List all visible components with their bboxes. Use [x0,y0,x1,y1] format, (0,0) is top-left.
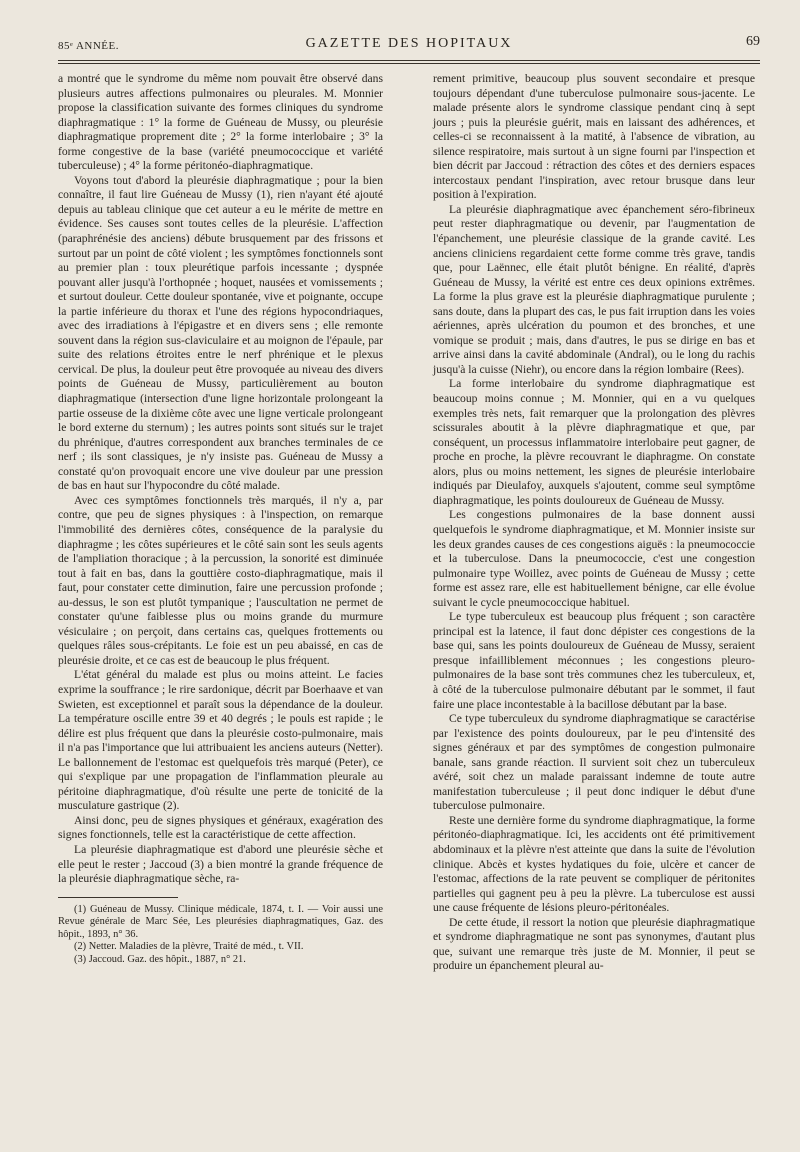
paragraph: La pleurésie diaphragmatique avec épanchement séro-fibrineux peut rester diaphragmatique ou devenir, par l'augmentation de l'épanchement, une pleurésie classique de la grande cavité. Les anciens cliniciens regardaient cette forme comme très grave, tandis que, pour Laënnec, elle était plutôt bénigne. En réalité, d'après Guéneau de Mussy, la vérité est entre ces deux opinions extrêmes. La forme la plus grave est la pleurésie diaphragmatique purulente ; sans doute, dans la plupart des cas, le pus fait irruption dans les voies aériennes, après ulcération du poumon et des bronches, et une vomique se produit ; mais, dans d'autres, le pus se dirige en bas et arrive ainsi dans la cavité abdominale (Andral), ou le long du rachis jusqu'à la cuisse (Niehr), ou encore dans la région lombaire (Rees). [433,202,755,376]
footnote: (2) Netter. Maladies de la plèvre, Traité de méd., t. VII. [74,941,304,953]
page-header [58,32,760,58]
paragraph: a montré que le syndrome du même nom pouvait être observé dans plusieurs autres affections pulmonaires ou pleurales. M. Monnier propose la classification suivante des formes cliniques du syndrome diaphragmatique : 1° la forme de Guéneau de Mussy, ou pleurésie diaphragmatique proprement dite ; 2° la forme interlobaire ; 3° la forme congestive de la base (variété pneumococcique et variété tuberculeuse) ; 4° la forme péritonéo-diaphragmatique. [58,72,383,173]
footnote-rule [58,897,178,898]
paragraph: rement primitive, beaucoup plus souvent secondaire et presque toujours dépendant d'une tuberculose pulmonaire sous-jacente. Le malade présente alors le syndrome classique pendant cinq à sept jours ; puis la pleurésie guérit, mais en laissant des adhérences, et celles-ci se reconnaissent à la matité, à l'absence de vibration, au silence respiratoire, mais surtout à un signe fourni par l'inspection et bien décrit par Jaccoud : rétraction des côtes et des derniers espaces intercostaux pendant l'inspiration, avec retour brusque dans leur position à l'expiration. [433,72,755,202]
journal-title: GAZETTE DES HOPITAUX [305,36,513,51]
header-rule [58,60,760,61]
footnote: (3) Jaccoud. Gaz. des hôpit., 1887, n° 21. [74,954,246,965]
volume-label: 85ᵉ ANNÉE. [58,40,119,52]
paragraph: Le type tuberculeux est beaucoup plus fréquent ; son caractère principal est la latence, il faut donc dépister ces congestions de la base qui, sans les points douloureux de Guéneau de Mussy, seraient presque infailliblement méconnues ; les congestions pleuro-pulmonaires de la base sont très communes chez les tuberculeux, et, à côté de la tuberculose pulmonaire débutant par le sommet, il faut faire une place incontestable à la bacillose débutant par la base. [433,610,755,711]
paragraph: De cette étude, il ressort la notion que pleurésie diaphragmatique et syndrome diaphragmatique ne sont pas synonymes, d'autant plus que, suivant une remarque très juste de M. Monnier, il peut se produire un épanchement pleural au- [433,915,755,973]
paragraph: Les congestions pulmonaires de la base donnent aussi quelquefois le syndrome diaphragmatique, et M. Monnier insiste sur les deux grandes causes de ces congestions aiguës : la pneumococcie et la tuberculose. Dans la pneumococcie, c'est une congestion pulmonaire type Woillez, avec points de Guéneau de Mussy ; cette forme est assez rare, elle est habituellement bénigne, car elle évolue suivant le cycle pneumococcique habituel. [433,508,755,609]
paragraph: La pleurésie diaphragmatique est d'abord une pleurésie sèche et elle peut le rester ; Jaccoud (3) a bien montré la grande fréquence de la pleurésie diaphragmatique sèche, ra- [58,842,383,886]
paragraph: Voyons tout d'abord la pleurésie diaphragmatique ; pour la bien connaître, il faut lire Guéneau de Mussy (1), rien n'ayant été ajouté depuis au tableau clinique que cet auteur a eu le mérite de mettre en évidence. Ses causes sont toutes celles de la pleurésie. L'affection (paraphrénésie des anciens) débute brusquement par des frissons et surtout par un point de côté violent ; les symptômes fonctionnels sont au premier plan : toux pleurétique parfois incessante ; dyspnée pouvant aller jusqu'à l'orthopnée ; hoquet, nausées et vomissements ; et surtout douleur. Cette douleur spontanée, vive et poignante, occupe la partie inférieure du thorax et l'une des régions hypocondriaques, avec des irradiations à l'épigastre et en divers sens ; elle remonte souvent dans la région sus-claviculaire et au moignon de l'épaule, par suite des relations étroites entre le nerf phrénique et le plexus cervical. De plus, la douleur peut être provoquée au niveau des divers points de Guéneau de Mussy, particulièrement au bouton diaphragmatique (intersection d'une ligne horizontale prolongeant la partie osseuse de la dixième côte avec une ligne verticale prolongeant le bord externe du sternum) ; les autres points sont situés sur le trajet du phrénique, d'autres correspondent aux branches terminales de ce nerf ; ils sont classiques, je n'y insiste pas. Guéneau de Mussy a constaté qu'on provoquait encore une vive douleur par une pression de bas en haut sur l'hypocondre du côté malade. [58,173,383,493]
paragraph: L'état général du malade est plus ou moins atteint. Le facies exprime la souffrance ; le rire sardonique, décrit par Boerhaave et van Swieten, est exceptionnel et paraît sous la dépendance de la douleur. La température oscille entre 39 et 40 degrés ; le pouls est rapide ; le délire est plus fréquent que dans la pleurésie costo-pulmonaire, mais il n'a pas l'importance que lui attribuaient les anciens auteurs (Netter). Le ballonnement de l'estomac est quelquefois très marqué (Peter), ce qui s'explique par une propagation de l'inflammation pleurale au péritoine diaphragmatique, d'où résulte une perte de tonicité de la musculature gastrique (2). [58,668,383,813]
paragraph: La forme interlobaire du syndrome diaphragmatique est beaucoup moins connue ; M. Monnier, qui en a vu quelques exemples très nets, fait remarquer que la prolongation des plèvres scissurales aboutit à la plèvre diaphragmatique et que, par conséquent, un processus inflammatoire interlobaire peut gagner, de proche en proche, la plèvre recouvrant le diaphragme. On constate alors, plus ou moins nettement, les signes de pleurésie interlobaire indiqués par Dieulafoy, auxquels s'ajoutent, comme seul symptôme diaphragmatique, les points douloureux de Guéneau de Mussy. [433,377,755,507]
header-rule-double [58,63,760,64]
paragraph: Ce type tuberculeux du syndrome diaphragmatique se caractérise par l'existence des points douloureux, par le peu d'intensité des signes généraux et par des symptômes de congestion pulmonaire banale, sans grande réaction. Il survient soit chez un tuberculeux avéré, soit chez un malade paraissant indemne de toute autre manifestation tuberculeuse ; il peut donc indiquer le début d'une tuberculose pulmonaire. [433,712,755,813]
right-column [433,72,755,974]
paragraph: Reste une dernière forme du syndrome diaphragmatique, la forme péritonéo-diaphragmatique. Ici, les accidents ont été primitivement abdominaux et la plèvre n'est atteinte que dans la suite de l'évolution clinique. Abcès et kystes hydatiques du foie, ulcère et cancer de l'estomac, affections de la rate peuvent se compliquer de péritonites partielles qui gagnent peu à peu la plèvre. La tuberculose est aussi une cause fréquente de lésions pleuro-péritonéales. [433,813,755,915]
footnote: (1) Guéneau de Mussy. Clinique médicale, 1874, t. I. — Voir aussi une Revue générale de Marc Sée, Les pleurésies diaphragmatiques, Gaz. des hôpit., 1893, n° 36. [58,903,383,940]
left-column [58,72,383,967]
page-number: 69 [746,34,760,49]
paragraph: Ainsi donc, peu de signes physiques et généraux, exagération des signes fonctionnels, telle est la caractéristique de cette affection. [58,813,383,842]
paragraph: Avec ces symptômes fonctionnels très marqués, il n'y a, par contre, que peu de signes physiques : à l'inspection, on remarque l'immobilité des dernières côtes, conséquence de la paralysie du diaphragme ; les côtes supérieures et le côté sain sont les seuls agents de l'ampliation thoracique ; à la percussion, la sonorité est diminuée tout à fait en bas, dans la gouttière costo-diaphragmatique, mais il faut, pour constater cette diminution, faire une percussion profonde ; au-dessus, le son est plutôt tympanique ; l'auscultation ne permet de constater qu'une faiblesse plus ou moins grande du murmure vésiculaire ; on perçoit, dans certains cas, quelques frottements ou quelques râles sous-crépitants. Le foie est un peu abaissé, en cas de pleurésie droite, et ce cas est de beaucoup le plus fréquent. [58,493,383,667]
